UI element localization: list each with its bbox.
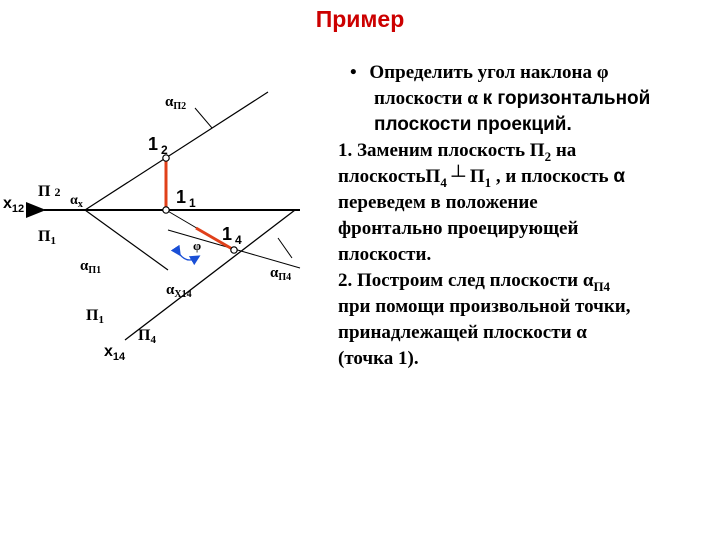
slide-title: Пример (315, 6, 405, 32)
text-line-7: фронтально проецирующей (338, 218, 579, 239)
text-line-9: 2. Построим след плоскости $\alpha_{П4}$ (338, 270, 611, 294)
label-alpha-p4: $\alpha_{П4}$ (270, 265, 292, 283)
label-point-1-4: 1 $_4$ (222, 224, 242, 247)
label-point-1-1: 1 $_1$ (176, 187, 196, 210)
point-1-1 (163, 207, 169, 213)
label-x14: $x_{14}$ (104, 343, 126, 363)
angle-phi-arc (178, 252, 196, 260)
alpha-p1-trace (85, 210, 168, 270)
text-line-6: переведем в положение (338, 192, 538, 213)
label-p4: П4 (138, 327, 156, 346)
text-line-5: плоскостьП$_4$ ┴ $П_1$ , и плоскость α (338, 166, 626, 190)
label-phi: φ (193, 238, 202, 253)
text-line-12: (точка 1). (338, 348, 419, 369)
bullet: • (350, 62, 357, 83)
label-p1-bottom: П1 (86, 307, 104, 326)
label-alpha-x: $\alpha_x$ (70, 193, 83, 210)
text-line-1: • Определить угол наклона φ (350, 62, 609, 83)
text-line-8: плоскости. (338, 244, 432, 265)
label-x12: $x_{12}$ (3, 195, 25, 215)
alpha-p4-leader (278, 238, 292, 258)
task-text (338, 60, 718, 372)
text-line-11: принадлежащей плоскости α (338, 322, 587, 343)
text-line-3: плоскости проекций. (374, 114, 572, 135)
point-1-4 (231, 247, 237, 253)
text-line-4: 1. Заменим плоскость $П_2$ на (338, 140, 577, 164)
text-line-10: при помощи произвольной точки, (338, 296, 631, 317)
label-alpha-p2: $\alpha_{П2}$ (165, 94, 187, 112)
label-alpha-x14: $\alpha_{X14}$ (166, 282, 192, 300)
alpha-p2-leader (195, 108, 212, 128)
label-point-1-2: 1 $_2$ (148, 134, 168, 157)
label-p2: П 2 (38, 183, 61, 200)
label-alpha-p1: $\alpha_{П1}$ (80, 258, 102, 276)
text-line-2: плоскости α к горизонтальной (374, 88, 651, 109)
label-p1-top: П1 (38, 228, 56, 247)
